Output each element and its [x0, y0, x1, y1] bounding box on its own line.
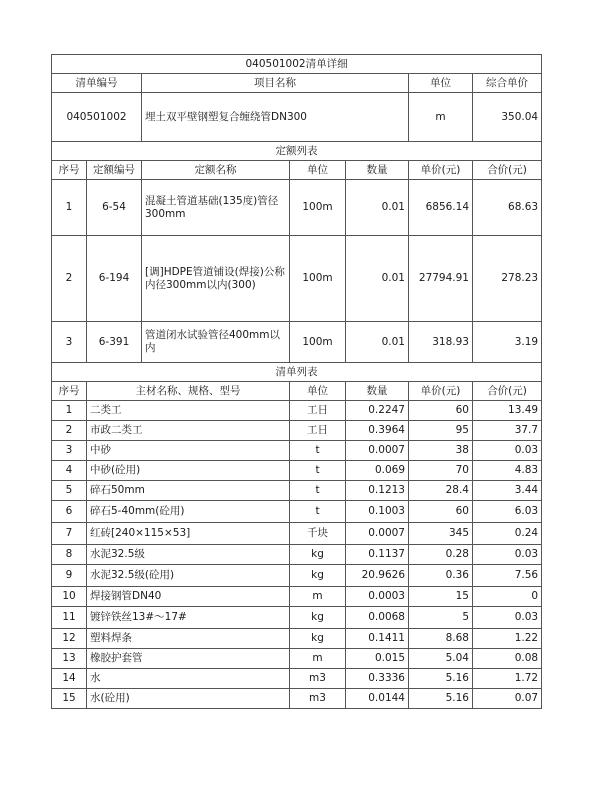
material-name: 水泥32.5级(砼用) [87, 565, 290, 587]
list-header-total: 合价(元) [473, 382, 542, 401]
bill-row [52, 93, 542, 142]
material-total: 6.03 [473, 501, 542, 523]
material-row [52, 587, 542, 607]
quota-unit: 100m [290, 180, 346, 236]
material-qty: 0.1411 [346, 629, 409, 649]
material-row [52, 501, 542, 523]
material-total: 0.03 [473, 441, 542, 461]
quota-row [52, 180, 542, 236]
material-name: 水(砼用) [87, 689, 290, 709]
material-no: 14 [52, 669, 87, 689]
material-name: 塑料焊条 [87, 629, 290, 649]
material-total: 0.07 [473, 689, 542, 709]
material-name: 红砖[240×115×53] [87, 523, 290, 545]
material-row [52, 481, 542, 501]
material-unit: t [290, 461, 346, 481]
material-total: 0.03 [473, 607, 542, 629]
material-qty: 0.1213 [346, 481, 409, 501]
material-no: 8 [52, 545, 87, 565]
material-qty: 20.9626 [346, 565, 409, 587]
material-name: 中砂 [87, 441, 290, 461]
material-unit: kg [290, 629, 346, 649]
quota-qty: 0.01 [346, 236, 409, 322]
header-unit: 单位 [409, 74, 473, 93]
material-price: 8.68 [409, 629, 473, 649]
material-unit: t [290, 501, 346, 523]
material-price: 15 [409, 587, 473, 607]
quota-qty: 0.01 [346, 180, 409, 236]
material-total: 0.03 [473, 545, 542, 565]
material-qty: 0.0144 [346, 689, 409, 709]
material-qty: 0.015 [346, 649, 409, 669]
material-row [52, 461, 542, 481]
material-no: 3 [52, 441, 87, 461]
list-section-row [52, 363, 542, 382]
quota-total: 3.19 [473, 322, 542, 363]
material-qty: 0.069 [346, 461, 409, 481]
material-unit: m3 [290, 689, 346, 709]
material-name: 中砂(砼用) [87, 461, 290, 481]
material-total: 1.22 [473, 629, 542, 649]
material-name: 镀锌铁丝13#～17# [87, 607, 290, 629]
material-no: 12 [52, 629, 87, 649]
bill-name: 埋土双平壁钢塑复合缠绕管DN300 [142, 93, 409, 142]
material-price: 0.28 [409, 545, 473, 565]
bill-code: 040501002 [52, 93, 142, 142]
material-unit: m [290, 587, 346, 607]
quota-header-row [52, 161, 542, 180]
material-price: 28.4 [409, 481, 473, 501]
material-no: 4 [52, 461, 87, 481]
material-row [52, 649, 542, 669]
material-total: 0 [473, 587, 542, 607]
material-price: 5 [409, 607, 473, 629]
material-no: 1 [52, 401, 87, 421]
list-section-title: 清单列表 [52, 363, 542, 382]
bill-header-row [52, 74, 542, 93]
material-name: 焊接钢管DN40 [87, 587, 290, 607]
material-price: 70 [409, 461, 473, 481]
material-row [52, 565, 542, 587]
material-row [52, 689, 542, 709]
material-total: 0.08 [473, 649, 542, 669]
list-header-row [52, 382, 542, 401]
material-unit: t [290, 441, 346, 461]
quota-total: 68.63 [473, 180, 542, 236]
quota-header-name: 定额名称 [142, 161, 290, 180]
material-no: 15 [52, 689, 87, 709]
material-unit: m [290, 649, 346, 669]
material-no: 11 [52, 607, 87, 629]
bill-detail-table [51, 54, 542, 709]
material-name: 水泥32.5级 [87, 545, 290, 565]
table-title: 040501002清单详细 [52, 55, 542, 74]
material-unit: 工日 [290, 401, 346, 421]
material-total: 13.49 [473, 401, 542, 421]
quota-unit: 100m [290, 236, 346, 322]
table-title-row [52, 55, 542, 74]
quota-code: 6-194 [87, 236, 142, 322]
material-unit: 工日 [290, 421, 346, 441]
material-qty: 0.0007 [346, 523, 409, 545]
quota-qty: 0.01 [346, 322, 409, 363]
material-no: 10 [52, 587, 87, 607]
quota-no: 1 [52, 180, 87, 236]
bill-unit: m [409, 93, 473, 142]
quota-price: 318.93 [409, 322, 473, 363]
material-no: 6 [52, 501, 87, 523]
bill-price: 350.04 [473, 93, 542, 142]
material-total: 0.24 [473, 523, 542, 545]
list-header-unit: 单位 [290, 382, 346, 401]
material-price: 38 [409, 441, 473, 461]
material-no: 2 [52, 421, 87, 441]
material-no: 7 [52, 523, 87, 545]
material-row [52, 669, 542, 689]
header-bill-code: 清单编号 [52, 74, 142, 93]
quota-row [52, 236, 542, 322]
material-no: 5 [52, 481, 87, 501]
material-row [52, 523, 542, 545]
material-name: 橡胶护套管 [87, 649, 290, 669]
material-qty: 0.1137 [346, 545, 409, 565]
quota-no: 2 [52, 236, 87, 322]
quota-unit: 100m [290, 322, 346, 363]
header-item-name: 项目名称 [142, 74, 409, 93]
material-no: 13 [52, 649, 87, 669]
quota-header-no: 序号 [52, 161, 87, 180]
quota-code: 6-54 [87, 180, 142, 236]
material-price: 5.16 [409, 689, 473, 709]
material-unit: kg [290, 545, 346, 565]
quota-header-total: 合价(元) [473, 161, 542, 180]
material-row [52, 545, 542, 565]
material-price: 60 [409, 501, 473, 523]
quota-header-price: 单价(元) [409, 161, 473, 180]
material-price: 5.04 [409, 649, 473, 669]
material-name: 二类工 [87, 401, 290, 421]
list-header-name: 主材名称、规格、型号 [87, 382, 290, 401]
material-qty: 0.3336 [346, 669, 409, 689]
material-unit: kg [290, 565, 346, 587]
material-qty: 0.0068 [346, 607, 409, 629]
list-header-qty: 数量 [346, 382, 409, 401]
quota-header-code: 定额编号 [87, 161, 142, 180]
quota-price: 6856.14 [409, 180, 473, 236]
material-qty: 0.3964 [346, 421, 409, 441]
quota-header-unit: 单位 [290, 161, 346, 180]
material-name: 市政二类工 [87, 421, 290, 441]
material-price: 60 [409, 401, 473, 421]
material-price: 345 [409, 523, 473, 545]
material-price: 95 [409, 421, 473, 441]
list-header-no: 序号 [52, 382, 87, 401]
header-unit-price: 综合单价 [473, 74, 542, 93]
list-header-price: 单价(元) [409, 382, 473, 401]
material-name: 碎石50mm [87, 481, 290, 501]
material-total: 1.72 [473, 669, 542, 689]
quota-header-qty: 数量 [346, 161, 409, 180]
material-total: 7.56 [473, 565, 542, 587]
material-name: 碎石5-40mm(砼用) [87, 501, 290, 523]
quota-no: 3 [52, 322, 87, 363]
material-row [52, 421, 542, 441]
material-total: 4.83 [473, 461, 542, 481]
material-row [52, 629, 542, 649]
material-qty: 0.0003 [346, 587, 409, 607]
material-no: 9 [52, 565, 87, 587]
quota-section-row [52, 142, 542, 161]
quota-name: 混凝土管道基础(135度)管径300mm [142, 180, 290, 236]
material-price: 5.16 [409, 669, 473, 689]
material-name: 水 [87, 669, 290, 689]
quota-price: 27794.91 [409, 236, 473, 322]
material-row [52, 441, 542, 461]
material-unit: kg [290, 607, 346, 629]
material-total: 3.44 [473, 481, 542, 501]
quota-name: [调]HDPE管道铺设(焊接)公称内径300mm以内(300) [142, 236, 290, 322]
material-price: 0.36 [409, 565, 473, 587]
quota-code: 6-391 [87, 322, 142, 363]
material-qty: 0.1003 [346, 501, 409, 523]
material-unit: m3 [290, 669, 346, 689]
material-row [52, 607, 542, 629]
quota-row [52, 322, 542, 363]
material-total: 37.7 [473, 421, 542, 441]
material-qty: 0.2247 [346, 401, 409, 421]
material-unit: t [290, 481, 346, 501]
material-unit: 千块 [290, 523, 346, 545]
quota-section-title: 定额列表 [52, 142, 542, 161]
quota-name: 管道闭水试验管径400mm以内 [142, 322, 290, 363]
quota-total: 278.23 [473, 236, 542, 322]
material-qty: 0.0007 [346, 441, 409, 461]
material-row [52, 401, 542, 421]
